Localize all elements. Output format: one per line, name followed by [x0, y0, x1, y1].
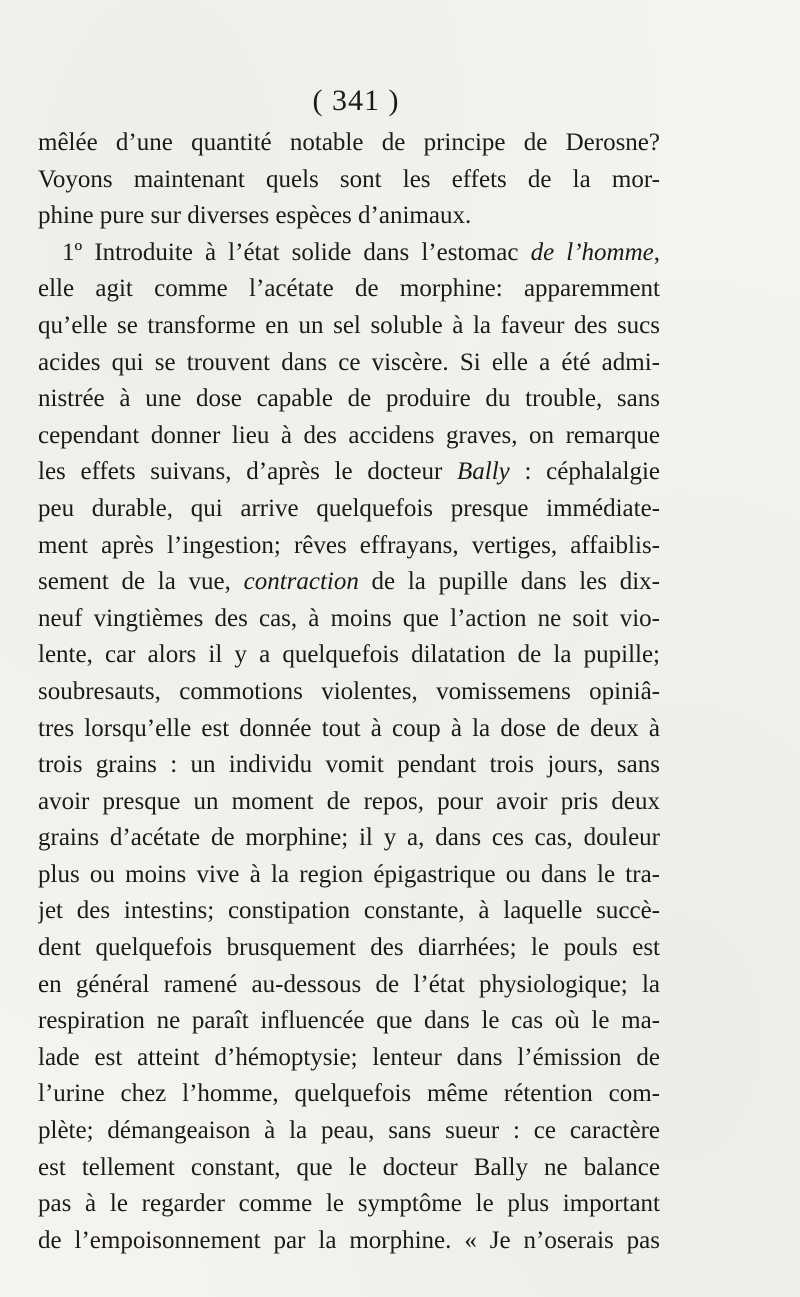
text-line: neuf vingtièmes des cas, à moins que l’action ne soit vio-	[38, 604, 660, 632]
text-line: plète; démangeaison à la peau, sans sueur : ce caractère	[38, 1117, 660, 1145]
text-line: elle agit comme l’acétate de morphine: apparemment	[38, 275, 660, 303]
text-line: en général ramené au-dessous de l’état physiologique; la	[38, 970, 660, 998]
text-line: phine pure sur diverses espèces d’animaux.	[38, 202, 472, 230]
text-line: les effets suivans, d’après le docteur Bally : céphalalgie	[38, 458, 660, 486]
text-line: tres lorsqu’elle est donnée tout à coup à la dose de deux à	[38, 714, 660, 742]
text-line: pas à le regarder comme le symptôme le plus important	[38, 1190, 660, 1218]
text-line: nistrée à une dose capable de produire du trouble, sans	[38, 385, 660, 413]
text-line: ment après l’ingestion; rêves effrayans, vertiges, affaiblis-	[38, 531, 660, 559]
italic-text: de l’homme	[530, 238, 654, 266]
text-line: respiration ne paraît influencée que dans le cas où le ma-	[38, 1007, 660, 1035]
text-line: acides qui se trouvent dans ce viscère. Si elle a été admi-	[38, 348, 660, 376]
text-line: lade est atteint d’hémoptysie; lenteur dans l’émission de	[38, 1043, 660, 1071]
text-line: est tellement constant, que le docteur Bally ne balance	[38, 1153, 660, 1181]
text-line: plus ou moins vive à la region épigastrique ou dans le tra-	[38, 860, 660, 888]
text-line: avoir presque un moment de repos, pour avoir pris deux	[38, 787, 660, 815]
text-line: l’urine chez l’homme, quelquefois même rétention com-	[38, 1080, 660, 1108]
text-line: peu durable, qui arrive quelquefois presque immédiate-	[38, 494, 660, 522]
page-number: ( 341 )	[312, 84, 400, 117]
text-line: dent quelquefois brusquement des diarrhées; le pouls est	[38, 934, 660, 962]
body-text	[38, 125, 660, 1259]
text-line: jet des intestins; constipation constante, à laquelle succè-	[38, 897, 660, 925]
text-line: lente, car alors il y a quelquefois dilatation de la pupille;	[38, 641, 660, 669]
text-line: de l’empoisonnement par la morphine. « Je n’oserais pas	[38, 1226, 660, 1254]
text-line: trois grains : un individu vomit pendant trois jours, sans	[38, 751, 660, 779]
text-line: Voyons maintenant quels sont les effets de la mor-	[38, 165, 660, 193]
italic-text: contraction	[243, 568, 359, 596]
text-line: grains d’acétate de morphine; il y a, dans ces cas, douleur	[38, 824, 660, 852]
italic-text: Bally	[457, 458, 510, 486]
text-line: soubresauts, commotions violentes, vomissemens opiniâ-	[38, 677, 660, 705]
text-line: qu’elle se transforme en un sel soluble à la faveur des sucs	[38, 311, 660, 339]
text-line: sement de la vue, contraction de la pupille dans les dix-	[38, 568, 660, 596]
text-line: 1º Introduite à l’état solide dans l’estomac de l’homme,	[62, 238, 660, 266]
text-line: mêlée d’une quantité notable de principe de Derosne?	[38, 129, 660, 156]
text-line: cependant donner lieu à des accidens graves, on remarque	[38, 421, 660, 449]
